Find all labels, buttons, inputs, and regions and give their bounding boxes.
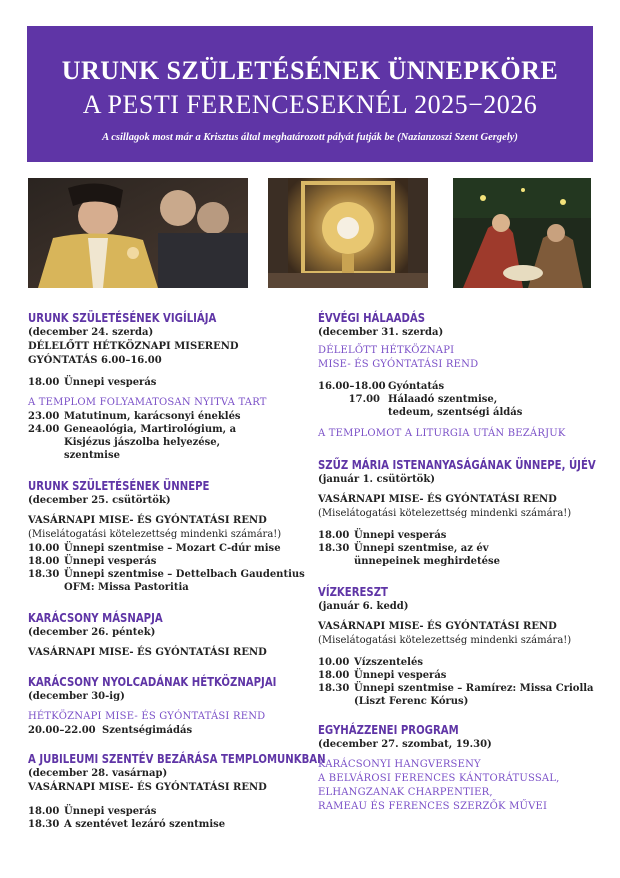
- section-date: (január 6. kedd): [318, 601, 409, 612]
- schedule-note: (Miselátogatási kötelezettség mindenki számára!): [318, 635, 572, 646]
- event-row: [28, 376, 308, 389]
- event-text: A szentévet lezáró szentmise: [64, 819, 226, 830]
- section-date: (december 24. szerda): [28, 327, 154, 338]
- section-title: URUNK SZÜLETÉSÉNEK VIGÍLIÁJA: [28, 310, 217, 325]
- schedule-line: GYÓNTATÁS 6.00–16.00: [28, 355, 162, 366]
- schedule-line: VASÁRNAPI MISE- ÉS GYÓNTATÁSI REND: [28, 647, 267, 658]
- event-time: 18.00: [28, 806, 60, 817]
- event-text: Matutinum, karácsonyi éneklés: [64, 411, 241, 422]
- notice-purple: A TEMPLOM FOLYAMATOSAN NYITVA TART: [28, 397, 267, 408]
- event-row: [318, 380, 598, 393]
- event-time: 18.30: [318, 543, 350, 554]
- section-date: (december 27. szombat, 19.30): [318, 739, 492, 750]
- notice-purple: RAMEAU ÉS FERENCES SZERZŐK MŰVEI: [318, 801, 548, 812]
- event-row: [28, 724, 308, 737]
- section-title: VÍZKERESZT: [318, 584, 388, 599]
- section-date: (december 26. péntek): [28, 627, 156, 638]
- photo-monstrance: [268, 178, 428, 288]
- section-title: SZŰZ MÁRIA ISTENANYASÁGÁNAK ÜNNEPE, ÚJÉV: [318, 457, 596, 472]
- event-time: 18.00: [28, 377, 60, 388]
- event-row: [28, 423, 308, 462]
- event-row: [28, 805, 308, 818]
- title-line-2: A PESTI FERENCESEKNÉL 2025−2026: [82, 90, 538, 119]
- event-text: Hálaadó szentmise, tedeum, szentségi áldás: [388, 394, 523, 418]
- event-row: [28, 818, 308, 831]
- event-text: Ünnepi szentmise – Mozart C-dúr mise: [64, 543, 281, 554]
- section-date: (december 28. vasárnap): [28, 768, 168, 779]
- event-time: 17.00: [348, 394, 380, 405]
- section-date: (december 31. szerda): [318, 327, 444, 338]
- section-title: A JUBILEUMI SZENTÉV BEZÁRÁSA TEMPLOMUNKBAN: [28, 751, 326, 766]
- event-time: 16.00–18.00: [318, 381, 386, 392]
- event-time: 23.00: [28, 411, 60, 422]
- event-text: Ünnepi szentmise – Ramírez: Missa Criolla (Liszt Ferenc Kórus): [354, 683, 594, 707]
- section-jubilee: [28, 751, 326, 831]
- event-time: 24.00: [28, 424, 60, 435]
- event-time: 20.00–22.00: [28, 725, 96, 736]
- event-time: 18.30: [318, 683, 350, 694]
- section-music: [318, 722, 598, 814]
- event-time: 10.00: [318, 657, 350, 668]
- section-title: KARÁCSONY MÁSNAPJA: [28, 610, 163, 625]
- event-row: [318, 529, 598, 542]
- notice-purple: MISE- ÉS GYÓNTATÁSI REND: [318, 359, 479, 370]
- schedule-line: VASÁRNAPI MISE- ÉS GYÓNTATÁSI REND: [28, 782, 267, 793]
- event-text: Ünnepi vesperás: [64, 377, 157, 388]
- event-row: [318, 656, 598, 669]
- event-time: 18.00: [318, 530, 350, 541]
- section-epiphany: [318, 584, 598, 708]
- section-new-year: [318, 457, 598, 568]
- section-title: KARÁCSONY NYOLCADÁNAK HÉTKÖZNAPJAI: [28, 674, 277, 689]
- notice-purple: DÉLELŐTT HÉTKÖZNAPI: [318, 345, 455, 356]
- event-time: 18.00: [318, 670, 350, 681]
- subtitle-quote: A csillagok most már a Krisztus által meghatározott pályát futják be (Nazianzoszi Szent Gergely): [102, 132, 518, 143]
- event-row: [318, 682, 598, 708]
- schedule-line: VASÁRNAPI MISE- ÉS GYÓNTATÁSI REND: [318, 621, 557, 632]
- event-text: Szentségimádás: [102, 725, 193, 736]
- event-row: [28, 410, 308, 423]
- event-row: [28, 555, 308, 568]
- notice-purple: ELHANGZANAK CHARPENTIER,: [318, 787, 493, 798]
- event-text: Ünnepi vesperás: [64, 806, 157, 817]
- section-octave: [28, 674, 308, 737]
- schedule-line: VASÁRNAPI MISE- ÉS GYÓNTATÁSI REND: [318, 494, 557, 505]
- photo-nativity: [453, 178, 591, 288]
- event-time: 18.00: [28, 556, 60, 567]
- section-vigilia: [28, 310, 308, 462]
- event-time: 18.30: [28, 569, 60, 580]
- event-time: 10.00: [28, 543, 60, 554]
- schedule-line: DÉLELŐTT HÉTKÖZNAPI MISEREND: [28, 341, 239, 352]
- event-text: Ünnepi szentmise, az év ünnepeinek meghirdetése: [354, 543, 500, 567]
- notice-purple: A BELVÁROSI FERENCES KÁNTORÁTUSSAL,: [318, 773, 560, 784]
- event-row: [318, 393, 598, 419]
- event-text: Vízszentelés: [354, 657, 423, 668]
- section-date: (december 25. csütörtök): [28, 495, 171, 506]
- left-column: [28, 300, 326, 831]
- section-title: ÉVVÉGI HÁLAADÁS: [318, 310, 426, 325]
- event-text: Ünnepi vesperás: [354, 530, 447, 541]
- notice-purple: A TEMPLOMOT A LITURGIA UTÁN BEZÁRJUK: [318, 428, 566, 439]
- notice-purple: KARÁCSONYI HANGVERSENY: [318, 759, 481, 770]
- event-text: Ünnepi vesperás: [354, 670, 447, 681]
- right-column: [318, 300, 598, 814]
- photo-priest: [28, 178, 248, 288]
- event-row: [28, 542, 308, 555]
- event-text: Gyóntatás: [388, 381, 445, 392]
- schedule-note: (Miselátogatási kötelezettség mindenki számára!): [28, 529, 282, 540]
- section-title: EGYHÁZZENEI PROGRAM: [318, 722, 459, 737]
- schedule-line: VASÁRNAPI MISE- ÉS GYÓNTATÁSI REND: [28, 515, 267, 526]
- title-line-1: URUNK SZÜLETÉSÉNEK ÜNNEPKÖRE: [61, 56, 559, 85]
- section-date: (december 30-ig): [28, 691, 125, 702]
- event-text: Geneaológia, Martirológium, a Kisjézus jászolba helyezése, szentmise: [64, 424, 237, 461]
- schedule-note: (Miselátogatási kötelezettség mindenki számára!): [318, 508, 572, 519]
- section-date: (január 1. csütörtök): [318, 474, 436, 485]
- section-title: URUNK SZÜLETÉSÉNEK ÜNNEPE: [28, 478, 210, 493]
- event-time: 18.30: [28, 819, 60, 830]
- event-text: Ünnepi vesperás: [64, 556, 157, 567]
- event-text: Ünnepi szentmise – Dettelbach Gaudentius OFM: Missa Pastoritia: [64, 569, 305, 593]
- section-year-end: [318, 310, 598, 441]
- event-row: [318, 669, 598, 682]
- section-christmas: [28, 478, 308, 594]
- event-row: [318, 542, 598, 568]
- event-row: [28, 568, 308, 594]
- title-banner: [27, 26, 593, 162]
- section-boxing-day: [28, 610, 308, 660]
- notice-purple: HÉTKÖZNAPI MISE- ÉS GYÓNTATÁSI REND: [28, 711, 266, 722]
